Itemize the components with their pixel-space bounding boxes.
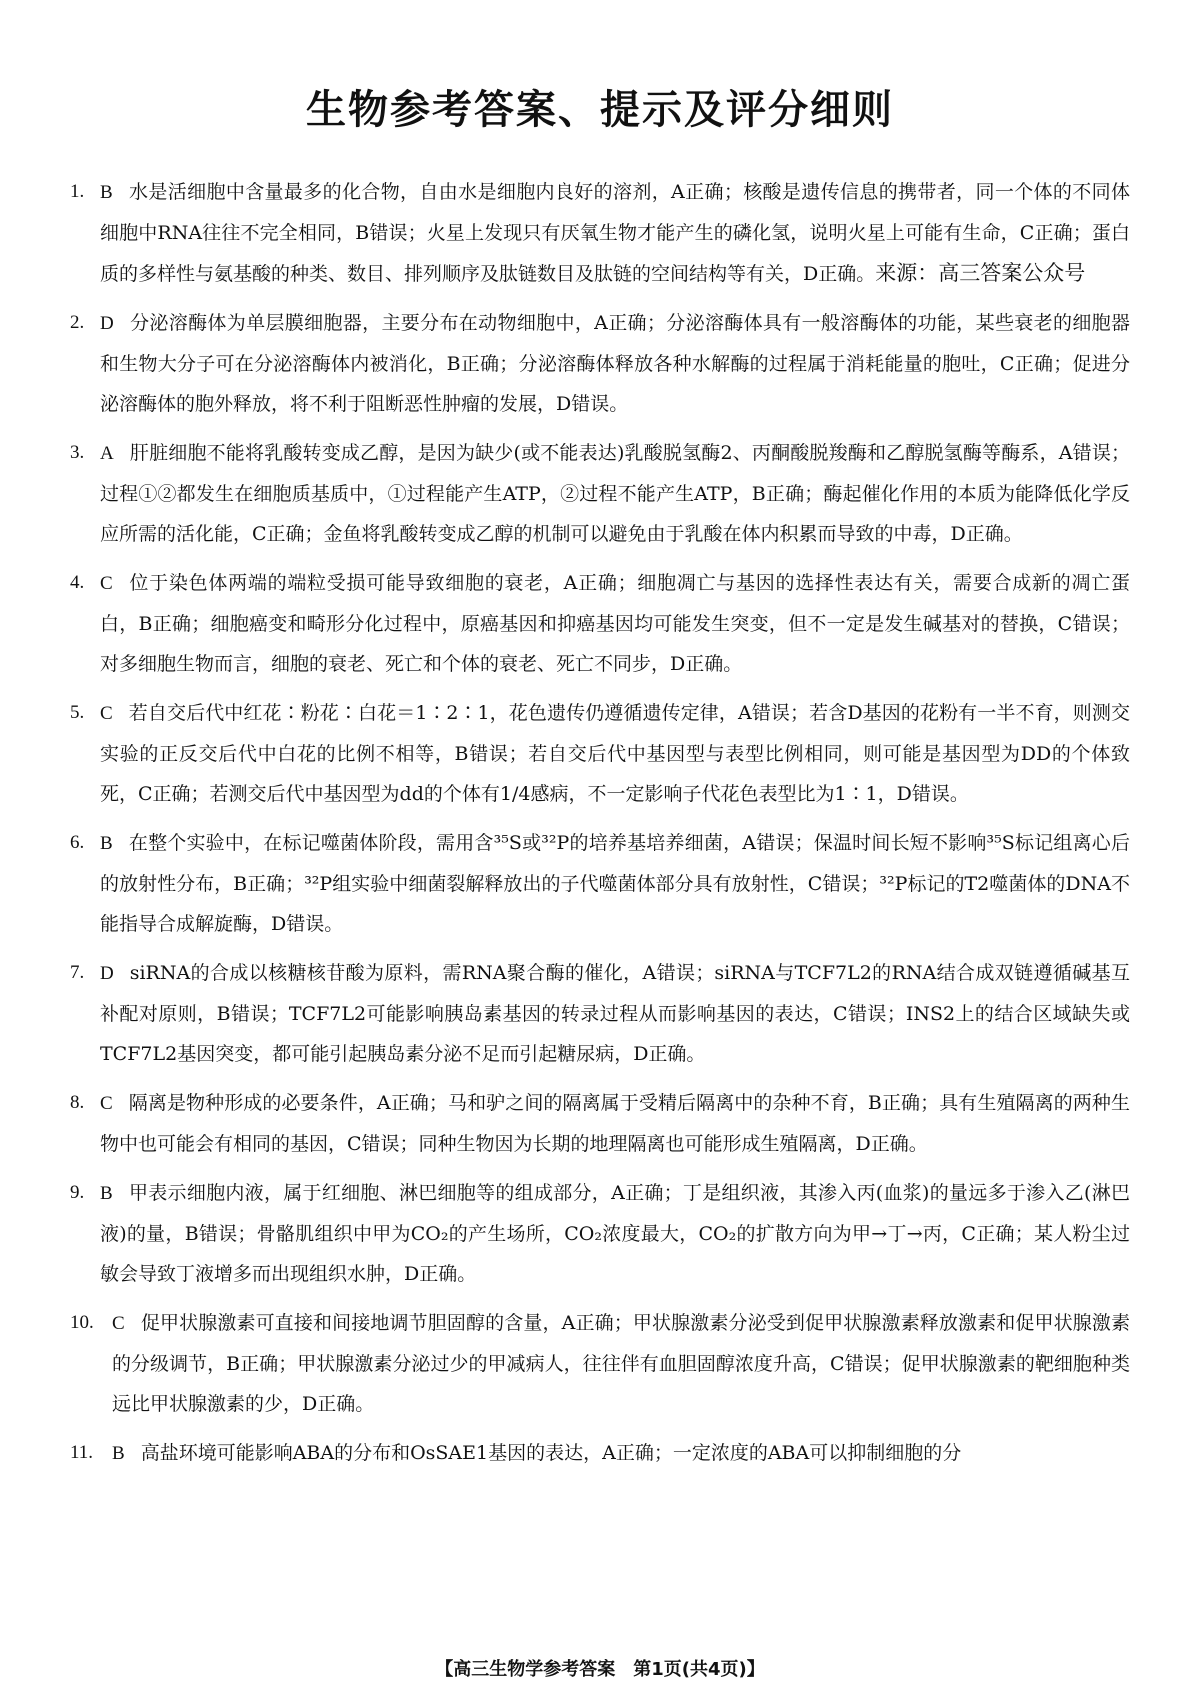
answer-explanation: 位于染色体两端的端粒受损可能导致细胞的衰老，A正确；细胞凋亡与基因的选择性表达有关，需要合成新的凋亡蛋白，B正确；细胞癌变和畸形分化过程中，原癌基因和抑癌基因均可能发生突变，但不一定是发生碱基对的替换，C错误；对多细胞生物而言，细胞的衰老、死亡和个体的衰老、死亡不同步，D正确。 xyxy=(100,572,1130,675)
answer-item-11 xyxy=(70,1433,1130,1474)
answer-explanation: 高盐环境可能影响ABA的分布和OsSAE1基因的表达，A正确；一定浓度的ABA可以抑制细胞的分 xyxy=(140,1442,962,1464)
question-number: 1. xyxy=(70,181,85,202)
answer-explanation: 甲表示细胞内液，属于红细胞、淋巴细胞等的组成部分，A正确；丁是组织液，其渗入丙(血浆)的量远多于渗入乙(淋巴液)的量，B错误；骨骼肌组织中甲为CO₂的产生场所，CO₂浓度最大，CO₂的扩散方向为甲→丁→丙，C正确；某人粉尘过敏会导致丁液增多而出现组织水肿，D正确。 xyxy=(100,1182,1130,1285)
question-number: 3. xyxy=(70,442,85,463)
question-number: 4. xyxy=(70,572,85,593)
answer-explanation: 分泌溶酶体为单层膜细胞器，主要分布在动物细胞中，A正确；分泌溶酶体具有一般溶酶体的功能，某些衰老的细胞器和生物大分子可在分泌溶酶体内被消化，B正确；分泌溶酶体释放各种水解酶的过程属于消耗能量的胞吐，C正确；促进分泌溶酶体的胞外释放，将不利于阻断恶性肿瘤的发展，D错误。 xyxy=(100,312,1130,415)
answer-item-7 xyxy=(70,953,1130,1074)
answer-choice: C xyxy=(100,703,113,724)
question-number: 7. xyxy=(70,962,85,983)
answer-item-10 xyxy=(70,1303,1130,1424)
answer-explanation: 隔离是物种形成的必要条件，A正确；马和驴之间的隔离属于受精后隔离中的杂种不育，B正确；具有生殖隔离的两种生物中也可能会有相同的基因，C错误；同种生物因为长期的地理隔离也可能形成生殖隔离，D正确。 xyxy=(100,1092,1130,1155)
page-title: 生物参考答案、提示及评分细则 xyxy=(306,87,894,133)
page-footer: 【高三生物学参考答案 第1页(共4页)】 xyxy=(435,1659,765,1680)
question-number: 8. xyxy=(70,1092,85,1113)
source-note: 来源：高三答案公众号 xyxy=(875,261,1086,285)
question-number: 5. xyxy=(70,702,85,723)
answer-choice: D xyxy=(100,963,114,984)
answer-item-4 xyxy=(70,563,1130,684)
question-number: 11. xyxy=(70,1442,94,1463)
answer-choice: A xyxy=(100,443,114,464)
answer-choice: B xyxy=(100,1183,113,1204)
answer-item-1 xyxy=(70,172,1130,294)
answer-explanation: 水是活细胞中含量最多的化合物，自由水是细胞内良好的溶剂，A正确；核酸是遗传信息的携带者，同一个体的不同体细胞中RNA往往不完全相同，B错误；火星上发现只有厌氧生物才能产生的磷化氢，说明火星上可能有生命，C正确；蛋白质的多样性与氨基酸的种类、数目、排列顺序及肽链数目及肽链的空间结构等有关，D正确。 xyxy=(100,181,1130,285)
answer-choice: C xyxy=(100,1093,113,1114)
answer-explanation: 若自交后代中红花∶粉花∶白花＝1∶2∶1，花色遗传仍遵循遗传定律，A错误；若含D基因的花粉有一半不育，则测交实验的正反交后代中白花的比例不相等，B错误；若自交后代中基因型与表型比例相同，则可能是基因型为DD的个体致死，C正确；若测交后代中基因型为dd的个体有1/4感病，不一定影响子代花色表型比为1∶1，D错误。 xyxy=(100,702,1130,805)
answer-explanation: 在整个实验中，在标记噬菌体阶段，需用含³⁵S或³²P的培养基培养细菌，A错误；保温时间长短不影响³⁵S标记组离心后的放射性分布，B正确；³²P组实验中细菌裂解释放出的子代噬菌体部分具有放射性，C错误；³²P标记的T2噬菌体的DNA不能指导合成解旋酶，D错误。 xyxy=(100,832,1130,935)
answer-explanation: siRNA的合成以核糖核苷酸为原料，需RNA聚合酶的催化，A错误；siRNA与TCF7L2的RNA结合成双链遵循碱基互补配对原则，B错误；TCF7L2可能影响胰岛素基因的转录过程从而影响基因的表达，C错误；INS2上的结合区域缺失或TCF7L2基因突变，都可能引起胰岛素分泌不足而引起糖尿病，D正确。 xyxy=(100,962,1130,1065)
answer-explanation: 肝脏细胞不能将乳酸转变成乙醇，是因为缺少(或不能表达)乳酸脱氢酶2、丙酮酸脱羧酶和乙醇脱氢酶等酶系，A错误；过程①②都发生在细胞质基质中，①过程能产生ATP，②过程不能产生ATP，B正确；酶起催化作用的本质为能降低化学反应所需的活化能，C正确；金鱼将乳酸转变成乙醇的机制可以避免由于乳酸在体内积累而导致的中毒，D正确。 xyxy=(100,442,1130,545)
question-number: 10. xyxy=(70,1312,94,1333)
answer-list xyxy=(70,172,1130,1483)
answer-choice: B xyxy=(100,182,113,203)
answer-choice: C xyxy=(100,573,113,594)
answer-item-6 xyxy=(70,823,1130,944)
answer-choice: D xyxy=(100,313,114,334)
answer-item-3 xyxy=(70,433,1130,554)
question-number: 2. xyxy=(70,312,85,333)
answer-choice: B xyxy=(100,833,113,854)
answer-item-8 xyxy=(70,1083,1130,1164)
answer-choice: B xyxy=(112,1443,125,1464)
answer-item-2 xyxy=(70,303,1130,424)
answer-item-5 xyxy=(70,693,1130,814)
question-number: 9. xyxy=(70,1182,85,1203)
answer-item-9 xyxy=(70,1173,1130,1294)
question-number: 6. xyxy=(70,832,85,853)
answer-choice: C xyxy=(112,1313,125,1334)
answer-explanation: 促甲状腺激素可直接和间接地调节胆固醇的含量，A正确；甲状腺激素分泌受到促甲状腺激素释放激素和促甲状腺激素的分级调节，B正确；甲状腺激素分泌过少的甲减病人，往往伴有血胆固醇浓度升高，C错误；促甲状腺激素的靶细胞种类远比甲状腺激素的少，D正确。 xyxy=(112,1312,1130,1415)
